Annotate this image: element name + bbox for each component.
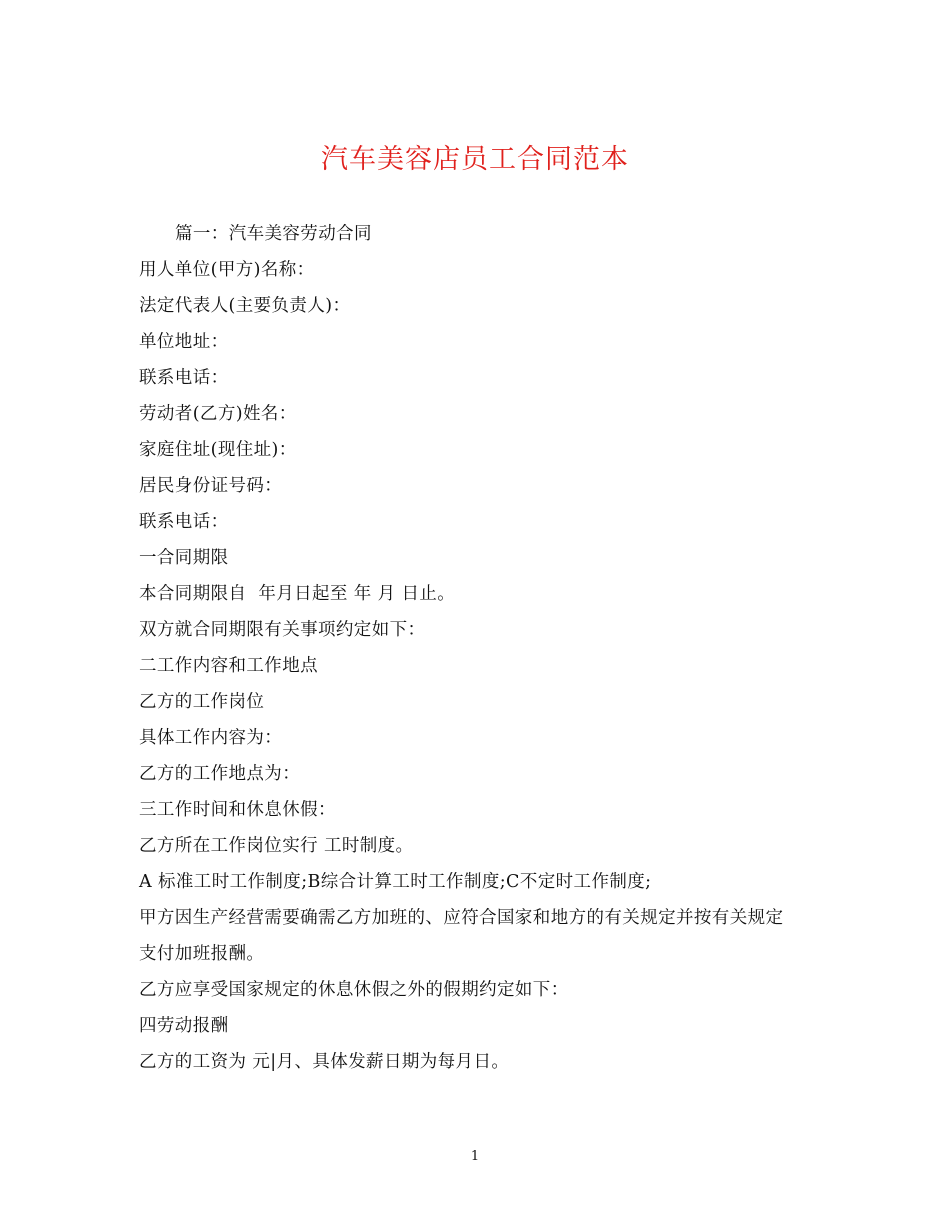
text-line: 居民身份证号码： [139, 476, 283, 496]
text-line: 劳动者(乙方)姓名： [139, 404, 297, 424]
clause-heading: 四劳动报酬 [139, 1016, 229, 1036]
text-line: 乙方应享受国家规定的休息休假之外的假期约定如下： [139, 980, 569, 1000]
text-line: 乙方的工资为 元|月、具体发薪日期为每月日。 [139, 1052, 510, 1072]
text-line: 本合同期限自 年月日起至 年 月 日止。 [139, 584, 456, 604]
text-line: 乙方的工作地点为： [139, 764, 301, 784]
document-body [139, 216, 819, 1080]
document-title: 汽车美容店员工合同范本 [321, 144, 629, 175]
text-line: 用人单位(甲方)名称： [139, 260, 315, 280]
text-line: 联系电话： [139, 368, 229, 388]
page-number: 1 [470, 1149, 480, 1164]
text-line: 联系电话： [139, 512, 229, 532]
text-line: 双方就合同期限有关事项约定如下： [139, 620, 426, 640]
text-line: 单位地址： [139, 332, 229, 352]
text-line: 甲方因生产经营需要确需乙方加班的、应符合国家和地方的有关规定并按有关规定 [139, 908, 784, 928]
text-line: 家庭住址(现住址)： [139, 440, 297, 460]
text-line: 法定代表人(主要负责人)： [139, 296, 351, 316]
clause-heading: 三工作时间和休息休假： [139, 800, 336, 820]
clause-heading: 一合同期限 [139, 548, 229, 568]
section-heading: 篇一：汽车美容劳动合同 [175, 224, 372, 244]
text-line: 具体工作内容为： [139, 728, 283, 748]
text-line: 乙方所在工作岗位实行 工时制度。 [139, 836, 414, 856]
clause-heading: 二工作内容和工作地点 [139, 656, 318, 676]
text-line: 支付加班报酬。 [139, 944, 265, 964]
text-line: A 标准工时工作制度;B综合计算工时工作制度;C不定时工作制度; [139, 872, 652, 892]
text-line: 乙方的工作岗位 [139, 692, 265, 712]
